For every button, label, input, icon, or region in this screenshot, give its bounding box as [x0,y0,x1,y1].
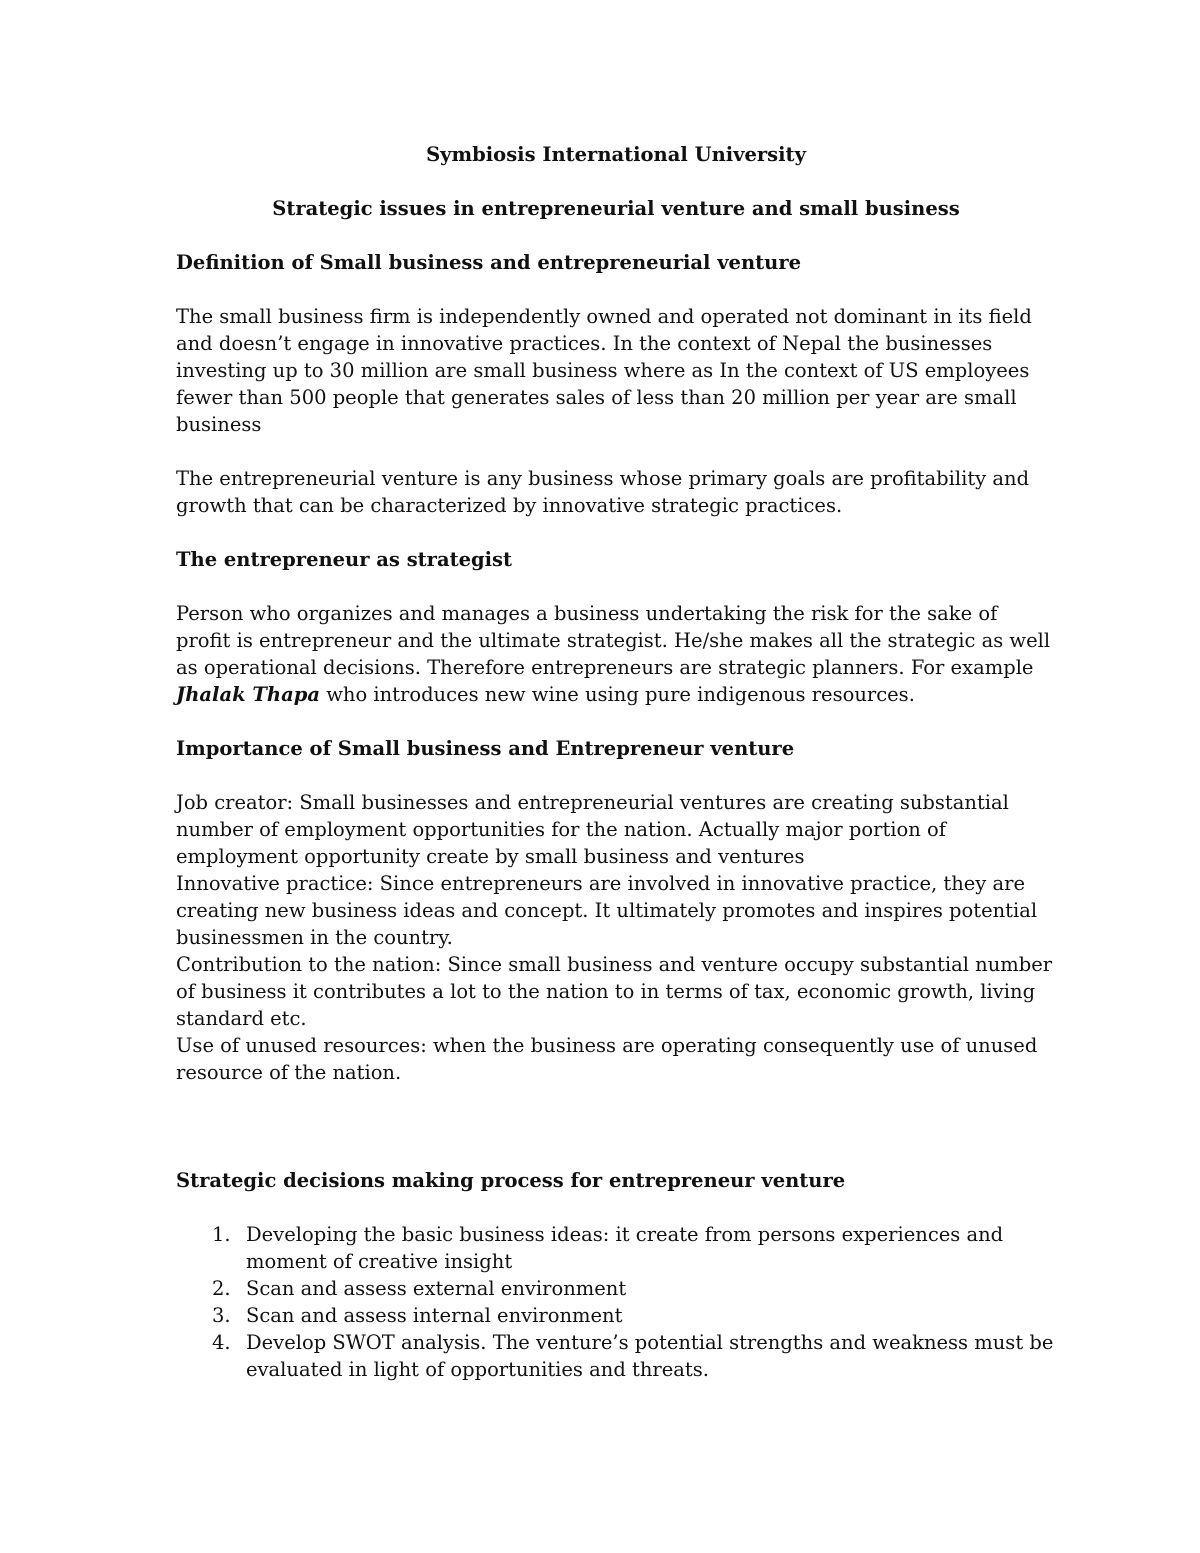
step-number: 1. [212,1223,231,1246]
section-heading-importance: Importance of Small business and Entrepreneur venture [176,737,795,760]
document-subtitle: Strategic issues in entrepreneurial venture and small business [272,197,960,220]
list-item [176,1329,1056,1383]
strategist-text-after: who introduces new wine using pure indigenous resources. [326,683,915,706]
step-text: Developing the basic business ideas: it create from persons experiences and moment of creative insight [246,1223,1004,1273]
entrepreneur-name: Jhalak Thapa [176,683,320,706]
importance-job-creator: Job creator: Small businesses and entrepreneurial ventures are creating substantial number of employment opportunities for the nation. Actually major portion of employment opportunity create by small business and ventures [176,791,1009,868]
list-item [176,1221,1056,1275]
importance-unused-resources: Use of unused resources: when the business are operating consequently use of unused resource of the nation. [176,1034,1038,1084]
importance-innovative-practice: Innovative practice: Since entrepreneurs are involved in innovative practice, they are creating new business ideas and concept. It ultimately promotes and inspires potential businessmen in the country. [176,872,1038,949]
step-number: 3. [212,1304,231,1327]
step-number: 4. [212,1331,231,1354]
strategist-text-before: Person who organizes and manages a business undertaking the risk for the sake of profit is entrepreneur and the ultimate strategist. He/she makes all the strategic as well as operational decisions. Therefore entrepreneurs are strategic planners. For example [176,602,1051,679]
section-heading-decision-process: Strategic decisions making process for entrepreneur venture [176,1169,846,1192]
paragraph-entrepreneurial-venture: The entrepreneurial venture is any business whose primary goals are profitability and growth that can be characterized by innovative strategic practices. [176,467,1030,517]
list-item [176,1302,1056,1329]
step-text: Scan and assess external environment [246,1277,627,1300]
paragraph-small-business: The small business firm is independently owned and operated not dominant in its field and doesn’t engage in innovative practices. In the context of Nepal the businesses investing up to 30 million are small business where as In the context of US employees fewer than 500 people that generates sales of less than 20 million per year are small business [176,305,1032,436]
section-heading-definition: Definition of Small business and entrepreneurial venture [176,251,802,274]
step-text: Develop SWOT analysis. The venture’s potential strengths and weakness must be evaluated in light of opportunities and threats. [246,1331,1054,1381]
decision-steps-list [176,1221,1056,1383]
importance-contribution: Contribution to the nation: Since small business and venture occupy substantial number of business it contributes a lot to the nation to in terms of tax, economic growth, living standard etc. [176,953,1053,1030]
document-title: Symbiosis International University [426,143,806,166]
section-heading-strategist: The entrepreneur as strategist [176,548,513,571]
step-number: 2. [212,1277,231,1300]
document-content [176,141,1056,1383]
list-item [176,1275,1056,1302]
step-text: Scan and assess internal environment [246,1304,623,1327]
paragraph-strategist [176,600,1056,708]
